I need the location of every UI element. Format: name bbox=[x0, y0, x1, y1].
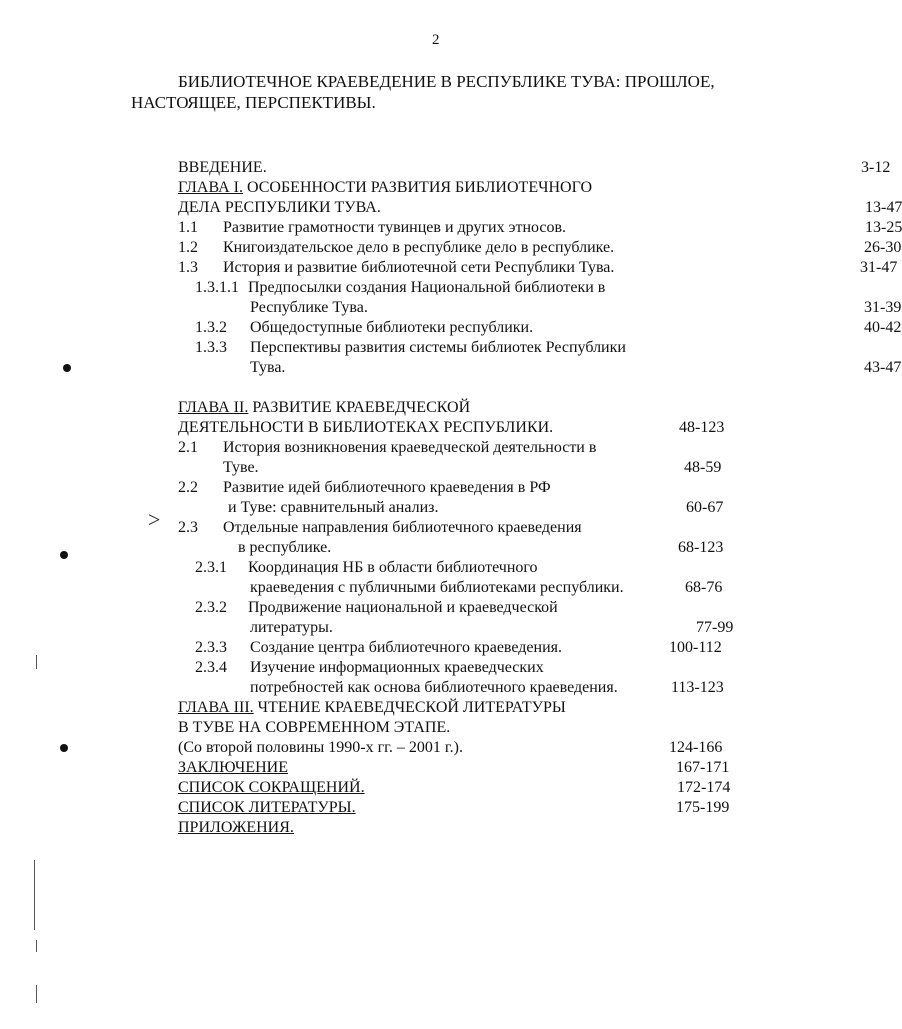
toc-heading-underlined: ПРИЛОЖЕНИЯ. bbox=[178, 819, 294, 836]
toc-entry-title: История и развитие библиотечной сети Республики Тува. bbox=[223, 259, 615, 276]
toc-heading-underlined: ГЛАВА III. bbox=[178, 699, 254, 716]
toc-entry-title: Развитие идей библиотечного краеведения в РФ bbox=[223, 479, 551, 496]
toc-entry-pages: 124-166 bbox=[669, 739, 723, 756]
toc-entry bbox=[178, 598, 736, 618]
toc-entry bbox=[178, 638, 736, 658]
toc-entry bbox=[178, 778, 736, 798]
toc-entry bbox=[178, 758, 736, 778]
toc-entry-number: 2.3.2 bbox=[195, 599, 227, 616]
toc-entry-title: литературы. bbox=[250, 619, 333, 636]
toc-entry-number: 1.3.2 bbox=[195, 319, 227, 336]
toc-entry-title: Республике Тува. bbox=[250, 299, 368, 316]
toc-entry-number: 1.1 bbox=[178, 219, 198, 236]
toc-entry bbox=[178, 678, 736, 698]
toc-entry-title: ГЛАВА II. РАЗВИТИЕ КРАЕВЕДЧЕСКОЙ bbox=[178, 399, 471, 416]
toc-entry-pages: 48-123 bbox=[679, 419, 725, 436]
toc-entry-pages: 48-59 bbox=[684, 459, 722, 476]
margin-arrow-mark: > bbox=[148, 507, 161, 532]
page-number: 2 bbox=[432, 32, 440, 48]
toc-entry-pages: 175-199 bbox=[676, 799, 730, 816]
toc-entry-pages: 26-30 bbox=[864, 239, 902, 256]
toc-entry bbox=[178, 218, 902, 238]
toc-entry-title bbox=[178, 798, 356, 818]
toc-entry-title: В ТУВЕ НА СОВРЕМЕННОМ ЭТАПЕ. bbox=[178, 719, 451, 736]
toc-heading-underlined: СПИСОК ЛИТЕРАТУРЫ. bbox=[178, 799, 356, 816]
scan-edge-line bbox=[34, 860, 35, 930]
toc-entry-title: (Со второй половины 1990-х гг. – 2001 г.). bbox=[178, 739, 463, 756]
toc-heading-underlined: ЗАКЛЮЧЕНИЕ bbox=[178, 759, 288, 776]
toc-entry bbox=[178, 398, 736, 418]
toc-entry bbox=[178, 298, 902, 318]
toc-entry-title: Координация НБ в области библиотечного bbox=[248, 559, 538, 576]
toc-entry-pages: 31-47 bbox=[860, 259, 898, 276]
toc-entry-number: 1.3 bbox=[178, 259, 198, 276]
toc-entry bbox=[178, 338, 736, 358]
document-title-line-1: БИБЛИОТЕЧНОЕ КРАЕВЕДЕНИЕ В РЕСПУБЛИКЕ ТУВА: ПРОШЛОЕ, bbox=[178, 72, 715, 91]
toc-entry bbox=[178, 718, 736, 738]
punch-hole-mark bbox=[63, 364, 71, 372]
toc-entry-title: Общедоступные библиотеки республики. bbox=[250, 319, 534, 336]
toc-entry bbox=[178, 658, 736, 678]
toc-entry-number: 2.3.4 bbox=[195, 659, 227, 676]
toc-entry-title: Книгоиздательское дело в республике дело в республике. bbox=[223, 239, 615, 256]
toc-entry-pages: 3-12 bbox=[861, 159, 891, 176]
toc-entry-pages: 13-25 bbox=[865, 219, 902, 236]
toc-entry-pages: 60-67 bbox=[686, 499, 724, 516]
toc-entry-pages: 31-39 bbox=[864, 299, 902, 316]
toc-entry-number: 2.3 bbox=[178, 519, 198, 536]
toc-entry-number: 1.3.1.1 bbox=[195, 279, 239, 296]
toc-entry-title: Изучение информационных краеведческих bbox=[250, 659, 544, 676]
toc-entry bbox=[178, 278, 736, 298]
toc-entry-title: История возникновения краеведческой деятельности в bbox=[223, 439, 597, 456]
toc-heading-underlined: СПИСОК СОКРАЩЕНИЙ. bbox=[178, 779, 365, 796]
toc-entry-title: Отдельные направления библиотечного краеведения bbox=[223, 519, 582, 536]
toc-entry-title: Тува. bbox=[250, 359, 286, 376]
toc-entry bbox=[178, 698, 736, 718]
toc-entry-title: Создание центра библиотечного краеведения. bbox=[250, 639, 562, 656]
toc-entry bbox=[178, 358, 902, 378]
toc-entry bbox=[178, 498, 736, 518]
toc-entry bbox=[178, 518, 736, 538]
toc-entry bbox=[178, 438, 736, 458]
document-title-line-2: НАСТОЯЩЕЕ, ПЕРСПЕКТИВЫ. bbox=[131, 93, 376, 112]
punch-hole-mark bbox=[60, 744, 68, 752]
toc-entry-title bbox=[178, 818, 294, 838]
toc-entry bbox=[178, 158, 891, 178]
toc-entry-title: и Туве: сравнительный анализ. bbox=[228, 499, 439, 516]
toc-entry-number: 2.3.1 bbox=[195, 559, 227, 576]
toc-entry bbox=[178, 538, 736, 558]
scan-edge-line bbox=[36, 985, 37, 1003]
toc-entry-title: потребностей как основа библиотечного краеведения. bbox=[250, 679, 618, 696]
toc-entry-title: Предпосылки создания Национальной библиотеки в bbox=[248, 279, 606, 296]
toc-entry-title: краеведения с публичными библиотеками республики. bbox=[250, 579, 624, 596]
toc-entry-title: Перспективы развития системы библиотек Республики bbox=[250, 339, 626, 356]
toc-entry-number: 1.3.3 bbox=[195, 339, 227, 356]
toc-entry-pages: 113-123 bbox=[671, 679, 724, 696]
toc-entry bbox=[178, 798, 736, 818]
toc-entry-title: ДЕЯТЕЛЬНОСТИ В БИБЛИОТЕКАХ РЕСПУБЛИКИ. bbox=[178, 419, 554, 436]
punch-hole-mark bbox=[60, 551, 68, 559]
toc-entry bbox=[178, 178, 736, 198]
toc-entry bbox=[178, 418, 736, 438]
toc-entry bbox=[178, 578, 736, 598]
toc-entry-title bbox=[178, 758, 288, 778]
toc-entry-pages: 77-99 bbox=[696, 619, 734, 636]
toc-heading-underlined: ГЛАВА II. bbox=[178, 399, 249, 416]
toc-entry bbox=[178, 618, 736, 638]
toc-entry-title: ГЛАВА III. ЧТЕНИЕ КРАЕВЕДЧЕСКОЙ ЛИТЕРАТУРЫ bbox=[178, 699, 566, 716]
toc-entry-pages: 167-171 bbox=[676, 759, 730, 776]
toc-entry-title: в республике. bbox=[238, 539, 332, 556]
toc-entry bbox=[178, 738, 736, 758]
toc-entry-title: ВВЕДЕНИЕ. bbox=[178, 159, 267, 176]
toc-entry-pages: 172-174 bbox=[677, 779, 731, 796]
toc-entry-number: 2.2 bbox=[178, 479, 198, 496]
toc-entry bbox=[178, 558, 736, 578]
toc-entry-number: 1.2 bbox=[178, 239, 198, 256]
toc-entry bbox=[178, 478, 736, 498]
toc-entry-title: ГЛАВА I. ОСОБЕННОСТИ РАЗВИТИЯ БИБЛИОТЕЧНОГО bbox=[178, 179, 592, 196]
toc-entry bbox=[178, 318, 902, 338]
toc-entry-pages: 13-47 bbox=[865, 199, 902, 216]
scan-edge-line bbox=[36, 655, 37, 669]
toc-entry-title: ДЕЛА РЕСПУБЛИКИ ТУВА. bbox=[178, 199, 381, 216]
toc-entry-number: 2.3.3 bbox=[195, 639, 227, 656]
toc-entry-title: Туве. bbox=[223, 459, 259, 476]
toc-entry-title bbox=[178, 778, 365, 798]
toc-entry-pages: 40-42 bbox=[864, 319, 902, 336]
toc-entry-pages: 68-76 bbox=[685, 579, 723, 596]
toc-entry-number: 2.1 bbox=[178, 439, 198, 456]
toc-entry-pages: 43-47 bbox=[864, 359, 902, 376]
toc-entry bbox=[178, 238, 902, 258]
toc-entry bbox=[178, 818, 736, 838]
toc-entry bbox=[178, 258, 898, 278]
toc-entry bbox=[178, 198, 902, 218]
toc-entry-pages: 68-123 bbox=[678, 539, 724, 556]
toc-heading-underlined: ГЛАВА I. bbox=[178, 179, 243, 196]
toc-entry-title: Развитие грамотности тувинцев и других этносов. bbox=[223, 219, 567, 236]
scan-edge-line bbox=[36, 940, 37, 952]
toc-entry-title: Продвижение национальной и краеведческой bbox=[248, 599, 558, 616]
toc-entry-pages: 100-112 bbox=[669, 639, 722, 656]
toc-entry bbox=[178, 458, 736, 478]
